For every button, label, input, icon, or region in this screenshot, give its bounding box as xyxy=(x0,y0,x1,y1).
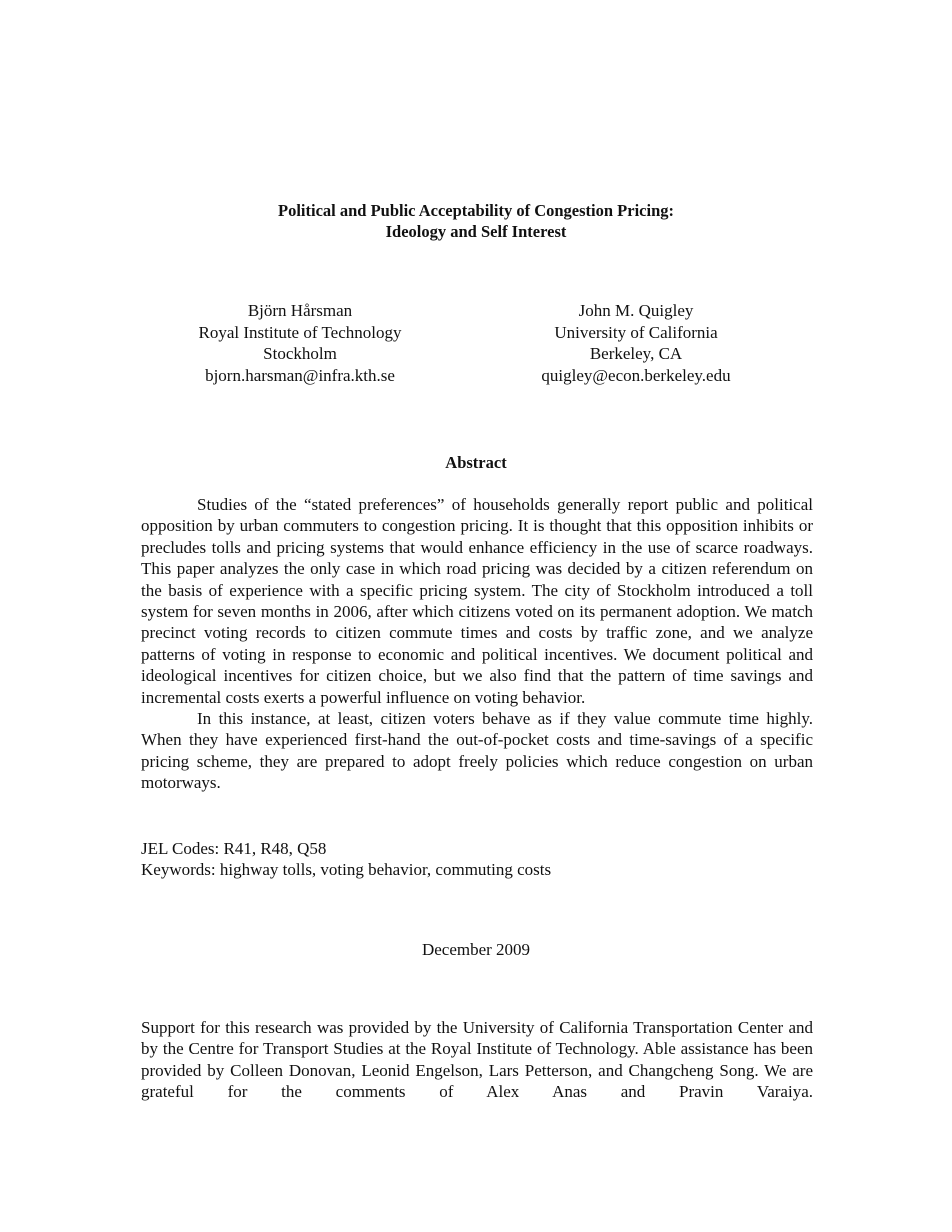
author-name: John M. Quigley xyxy=(578,301,694,320)
abstract-body xyxy=(141,494,813,794)
author-block-right xyxy=(476,300,796,386)
author-name: Björn Hårsman xyxy=(247,301,353,320)
paper-title xyxy=(0,200,952,242)
title-line-2: Ideology and Self Interest xyxy=(385,222,567,241)
title-line-1: Political and Public Acceptability of Congestion Pricing: xyxy=(278,201,674,220)
keywords: Keywords: highway tolls, voting behavior, commuting costs xyxy=(141,860,552,880)
author-location: Stockholm xyxy=(263,344,337,363)
author-affiliation: University of California xyxy=(554,322,718,342)
author-block-left xyxy=(140,300,460,386)
abstract-paragraph-1: Studies of the “stated preferences” of households generally report public and political opposition by urban commuters to congestion pricing. It is thought that this opposition inhibits or precludes tolls and pricing systems that would enhance efficiency in the use of scarce roadways. This paper analyzes the only case in which road pricing was decided by a citizen referendum on the basis of experience with a specific pricing system. The city of Stockholm introduced a toll system for seven months in 2006, after which citizens voted on its permanent adoption. We match precinct voting records to citizen commute times and costs by traffic zone, and we analyze patterns of voting in response to economic and political incentives. We document political and ideological incentives for citizen choice, but we also find that the pattern of time savings and incremental costs exerts a powerful influence on voting behavior. xyxy=(141,495,813,707)
author-location: Berkeley, CA xyxy=(589,344,683,363)
paper-date: December 2009 xyxy=(421,940,531,959)
abstract-paragraph-2: In this instance, at least, citizen voters behave as if they value commute time highly. When they have experienced first-hand the out-of-pocket costs and time-savings of a specific pricing scheme, they are prepared to adopt freely policies which reduce congestion on urban motorways. xyxy=(141,709,813,793)
paper-metadata xyxy=(141,838,813,881)
abstract-heading: Abstract xyxy=(445,453,507,472)
author-affiliation: Royal Institute of Technology xyxy=(198,322,402,342)
jel-codes: JEL Codes: R41, R48, Q58 xyxy=(141,839,327,858)
acknowledgements: Support for this research was provided by the University of California Transportation Center and by the Centre for Transport Studies at the Royal Institute of Technology. Able assistance has been provided by Colleen Donovan, Leonid Engelson, Lars Petterson, and Changcheng Song. We are grateful for the comments of Alex Anas and Pravin Varaiya. xyxy=(141,1018,813,1102)
author-email: quigley@econ.berkeley.edu xyxy=(541,365,731,385)
author-email: bjorn.harsman@infra.kth.se xyxy=(205,365,395,385)
